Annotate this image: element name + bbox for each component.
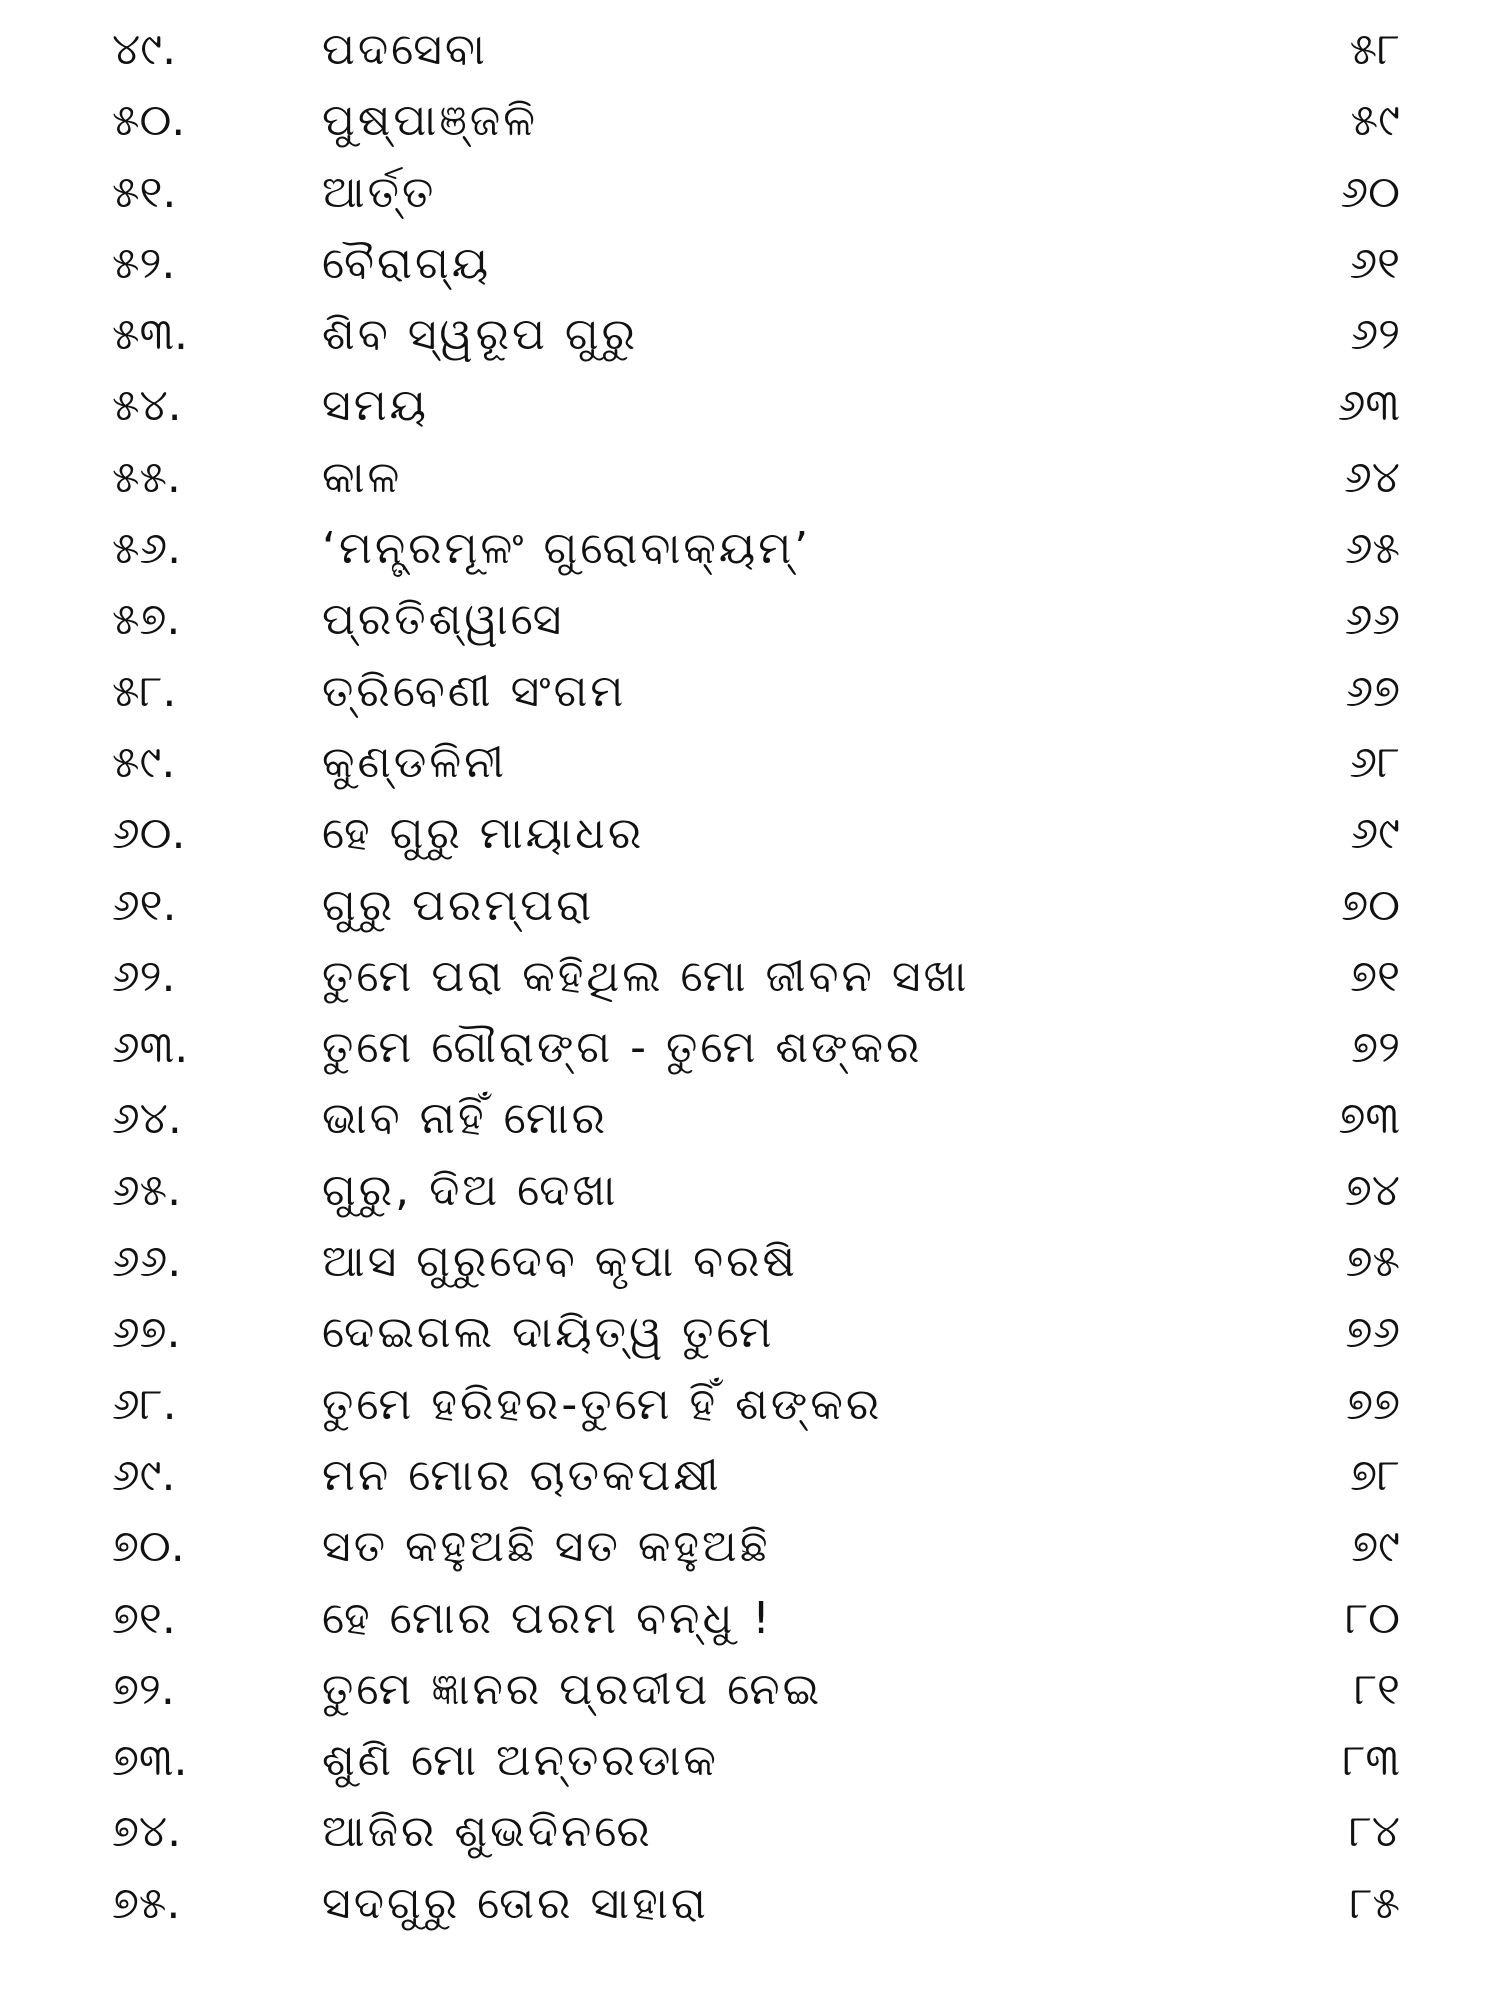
toc-entry-page: ୬୪ [1344, 451, 1400, 503]
toc-entry-title: ଶୁଣି ମୋ ଅନ୍ତରଡାକ [322, 1735, 719, 1787]
toc-entry [0, 370, 1500, 441]
toc-entry-title: ଗୁରୁ ପରମ୍ପରା [322, 879, 595, 931]
toc-entry [0, 584, 1500, 655]
toc-entry-page: ୬୦ [1340, 166, 1400, 218]
toc-entry-page: ୬୬ [1344, 594, 1400, 646]
toc-entry-title: କାଳ [322, 451, 403, 503]
toc-list [0, 14, 1500, 1939]
toc-entry-number: ୬୪. [112, 1093, 182, 1145]
toc-entry-page: ୭୦ [1341, 879, 1400, 931]
toc-entry-number: ୭୨. [112, 1663, 175, 1715]
toc-entry-title: ହେ ମୋର ପରମ ବନ୍ଧୁ ! [322, 1592, 773, 1644]
toc-entry [0, 1083, 1500, 1154]
toc-entry-number: ୭୩. [112, 1735, 188, 1787]
toc-entry [0, 1868, 1500, 1939]
toc-entry-title: ଆସ ଗୁରୁଦେବ କୃପା ବରଷି [322, 1236, 798, 1288]
toc-entry [0, 1583, 1500, 1654]
toc-entry-number: ୬୦. [112, 808, 186, 860]
toc-entry-title: ସଦଗୁରୁ ତୋର ସାହାରା [322, 1877, 709, 1929]
toc-entry-page: ୭୩ [1338, 1093, 1400, 1145]
toc-entry-title: ସତ କହୁଅଛି ସତ କହୁଅଛି [322, 1521, 771, 1573]
toc-entry-number: ୬୯. [112, 1449, 176, 1501]
toc-entry-page: ୭୭ [1346, 1378, 1400, 1430]
toc-entry-number: ୭୧. [112, 1592, 176, 1644]
toc-entry-number: ୫୮. [112, 665, 177, 717]
toc-entry-number: ୬୩. [112, 1022, 189, 1074]
toc-entry [0, 941, 1500, 1012]
toc-entry-number: ୫୯. [112, 736, 176, 788]
toc-entry-page: ୬୮ [1349, 736, 1400, 788]
toc-entry-page: ୮୩ [1342, 1735, 1400, 1787]
toc-entry-number: ୪୯. [112, 24, 177, 75]
toc-entry-title: ହେ ଗୁରୁ ମାୟାଧର [322, 808, 645, 860]
toc-entry [0, 299, 1500, 370]
toc-entry-page: ୬୭ [1345, 665, 1400, 717]
toc-entry-title: ତୁମେ ହରିହର-ତୁମେ ହିଁ ଶଙ୍କର [322, 1378, 883, 1430]
toc-entry-number: ୫୫. [112, 451, 181, 503]
toc-entry-number: ୭୫. [112, 1877, 181, 1929]
toc-entry-page: ୮୧ [1354, 1663, 1400, 1715]
toc-entry-title: ତୁମେ ଜ୍ଞାନର ପ୍ରଦୀପ ନେଇ [322, 1663, 823, 1715]
toc-entry-title: ଦେଇଗଲ ଦାୟିତ୍ୱ ତୁମେ [322, 1307, 775, 1359]
toc-entry-title: ତ୍ରିବେଣୀ ସଂଗମ [322, 665, 627, 717]
toc-entry-page: ୫୯ [1350, 95, 1400, 147]
toc-entry-page: ୮୪ [1348, 1806, 1400, 1858]
toc-entry [0, 1012, 1500, 1083]
toc-entry-page: ୭୬ [1345, 1307, 1400, 1359]
toc-entry-title: ଶିବ ସ୍ୱରୂପ ଗୁରୁ [322, 309, 639, 361]
toc-entry [0, 1725, 1500, 1796]
toc-entry-number: ୬୬. [112, 1236, 182, 1288]
toc-entry-title: ଭାବ ନାହିଁ ମୋର [322, 1093, 609, 1145]
toc-entry [0, 1511, 1500, 1582]
toc-entry [0, 228, 1500, 299]
toc-entry-title: ଆଜିର ଶୁଭଦିନରେ [322, 1806, 653, 1858]
toc-entry [0, 513, 1500, 584]
toc-entry-number: ୭୦. [112, 1521, 185, 1573]
toc-entry [0, 1796, 1500, 1867]
toc-entry-page: ୭୫ [1345, 1236, 1400, 1288]
toc-entry [0, 85, 1500, 156]
toc-entry-page: ୫୮ [1349, 24, 1400, 75]
toc-entry [0, 442, 1500, 513]
toc-entry [0, 157, 1500, 228]
toc-entry-page: ୬୫ [1344, 523, 1400, 575]
toc-entry-page: ୮୫ [1349, 1877, 1400, 1929]
toc-entry-page: ୭୨ [1351, 1022, 1400, 1074]
toc-entry-page: ୭୧ [1350, 950, 1400, 1002]
toc-entry-page: ୬୯ [1350, 808, 1400, 860]
toc-entry-page: ୭୪ [1344, 1164, 1400, 1216]
toc-entry-title: ମନ ମୋର ଚାତକପକ୍ଷୀ [322, 1449, 722, 1501]
toc-entry [0, 656, 1500, 727]
toc-entry-title: ‘ମନ୍ତ୍ରମୂଳଂ ଗୁରୋବାକ୍ୟମ୍’ [322, 523, 812, 575]
toc-entry-title: ଗୁରୁ, ଦିଅ ଦେଖା [322, 1164, 619, 1216]
toc-entry [0, 798, 1500, 869]
toc-entry [0, 1654, 1500, 1725]
toc-entry [0, 870, 1500, 941]
toc-entry-title: ବୈରାଗ୍ୟ [322, 237, 492, 289]
toc-entry-page: ୮୦ [1345, 1592, 1400, 1644]
toc-entry [0, 1226, 1500, 1297]
toc-entry-number: ୫୭. [112, 594, 181, 646]
toc-entry [0, 1155, 1500, 1226]
toc-entry-title: ପଦସେବା [322, 24, 488, 75]
toc-entry-number: ୫୩. [112, 309, 189, 361]
toc-entry-number: ୬୧. [112, 879, 177, 931]
toc-entry [0, 1369, 1500, 1440]
toc-entry-number: ୬୫. [112, 1164, 182, 1216]
toc-entry [0, 1297, 1500, 1368]
toc-entry-title: ପ୍ରତିଶ୍ୱାସେ [322, 594, 565, 646]
toc-entry-page: ୭୮ [1350, 1449, 1400, 1501]
toc-entry-number: ୫୧. [112, 166, 177, 218]
toc-entry-number: ୬୮. [112, 1378, 177, 1430]
toc-entry [0, 1440, 1500, 1511]
toc-entry-page: ୬୩ [1337, 380, 1400, 432]
toc-entry-page: ୬୨ [1350, 309, 1400, 361]
toc-entry [0, 727, 1500, 798]
toc-entry-title: ସମୟ [322, 380, 429, 432]
toc-entry-title: କୁଣ୍ଡଳିନୀ [322, 736, 508, 788]
toc-entry-title: ଆର୍ତ୍ତ [322, 166, 437, 218]
toc-entry-title: ପୁଷ୍ପାଞ୍ଜଳି [322, 95, 538, 147]
toc-entry-title: ତୁମେ ଗୌରାଙ୍ଗ - ତୁମେ ଶଙ୍କର [322, 1022, 923, 1074]
toc-entry-title: ତୁମେ ପରା କହିଥିଲ ମୋ ଜୀବନ ସଖା [322, 950, 970, 1002]
toc-entry-number: ୫୬. [112, 523, 182, 575]
toc-entry-number: ୬୭. [112, 1307, 181, 1359]
toc-entry-page: ୭୯ [1351, 1521, 1400, 1573]
toc-entry-number: ୫୦. [112, 95, 186, 147]
toc-entry-number: ୫୪. [112, 380, 182, 432]
toc-entry-number: ୭୪. [112, 1806, 182, 1858]
toc-entry-page: ୬୧ [1349, 237, 1400, 289]
toc-entry [0, 14, 1500, 85]
toc-entry-number: ୫୨. [112, 237, 176, 289]
toc-entry-number: ୬୨. [112, 950, 176, 1002]
